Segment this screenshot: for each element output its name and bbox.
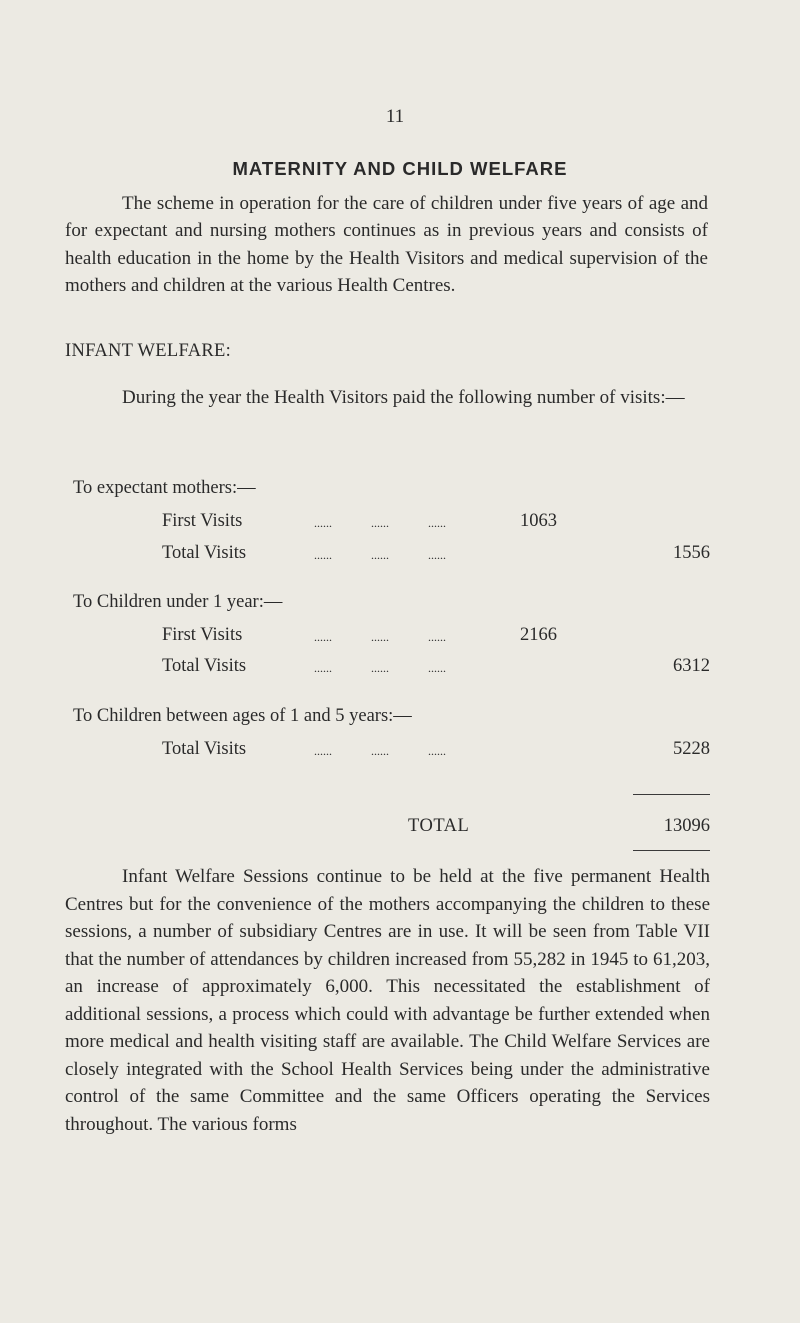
group-label-expectant-mothers: To expectant mothers:— xyxy=(73,478,256,498)
total-label: TOTAL xyxy=(408,816,470,836)
table-row xyxy=(162,739,710,763)
leader-dots: ...... ...... ...... xyxy=(314,744,446,758)
infant-welfare-label: INFANT WELFARE: xyxy=(65,341,232,361)
leader-dots: ...... ...... ...... xyxy=(314,516,446,530)
leader-dots: ...... ...... ...... xyxy=(314,548,446,562)
intro-paragraph: The scheme in operation for the care of children under five years of age and for expectant and nursing mothers continues as in previous years and consists of health education in the home by the Health Visitors and medical supervision of the mothers and children at the various Health Centres. xyxy=(65,193,708,297)
group-label-children-under-1: To Children under 1 year:— xyxy=(73,592,283,612)
group-label-children-1-to-5: To Children between ages of 1 and 5 years:— xyxy=(73,706,412,726)
total-rule-top xyxy=(633,794,710,795)
table-row xyxy=(162,656,710,680)
section-heading: MATERNITY AND CHILD WELFARE xyxy=(232,158,568,179)
page-number: 11 xyxy=(385,106,405,127)
table-row xyxy=(162,625,710,649)
row-total-value: 5228 xyxy=(673,739,710,759)
table-row xyxy=(162,543,710,567)
visits-intro-paragraph: During the year the Health Visitors paid the following number of visits:— xyxy=(122,387,685,408)
row-total-value: 1556 xyxy=(673,543,710,563)
row-subtotal-value: 2166 xyxy=(520,625,557,645)
row-subtotal-value: 1063 xyxy=(520,511,557,531)
row-label: First Visits xyxy=(162,625,243,645)
leader-dots: ...... ...... ...... xyxy=(314,661,446,675)
row-total-value: 6312 xyxy=(673,656,710,676)
row-label: Total Visits xyxy=(162,543,247,563)
row-label: Total Visits xyxy=(162,739,247,759)
total-value: 13096 xyxy=(663,816,710,836)
total-rule-bottom xyxy=(633,850,710,851)
leader-dots: ...... ...... ...... xyxy=(314,630,446,644)
table-row xyxy=(162,511,710,535)
row-label: Total Visits xyxy=(162,656,247,676)
sessions-paragraph: Infant Welfare Sessions continue to be held at the five permanent Health Centres but for the convenience of the mothers accompanying the children to these sessions, a number of subsidiary Centres are in use. It will be seen from Table VII that the number of attendances by children increased from 55,282 in 1945 to 61,203, an increase of approximately 6,000. This necessitated the establishment of additional sessions, a process which could with advantage be further extended when more medical and health visiting staff are available. The Child Welfare Services are closely integrated with the School Health Services being under the administrative control of the same Committee and the same Officers operating the Services throughout. The various forms xyxy=(65,866,710,1135)
row-label: First Visits xyxy=(162,511,243,531)
